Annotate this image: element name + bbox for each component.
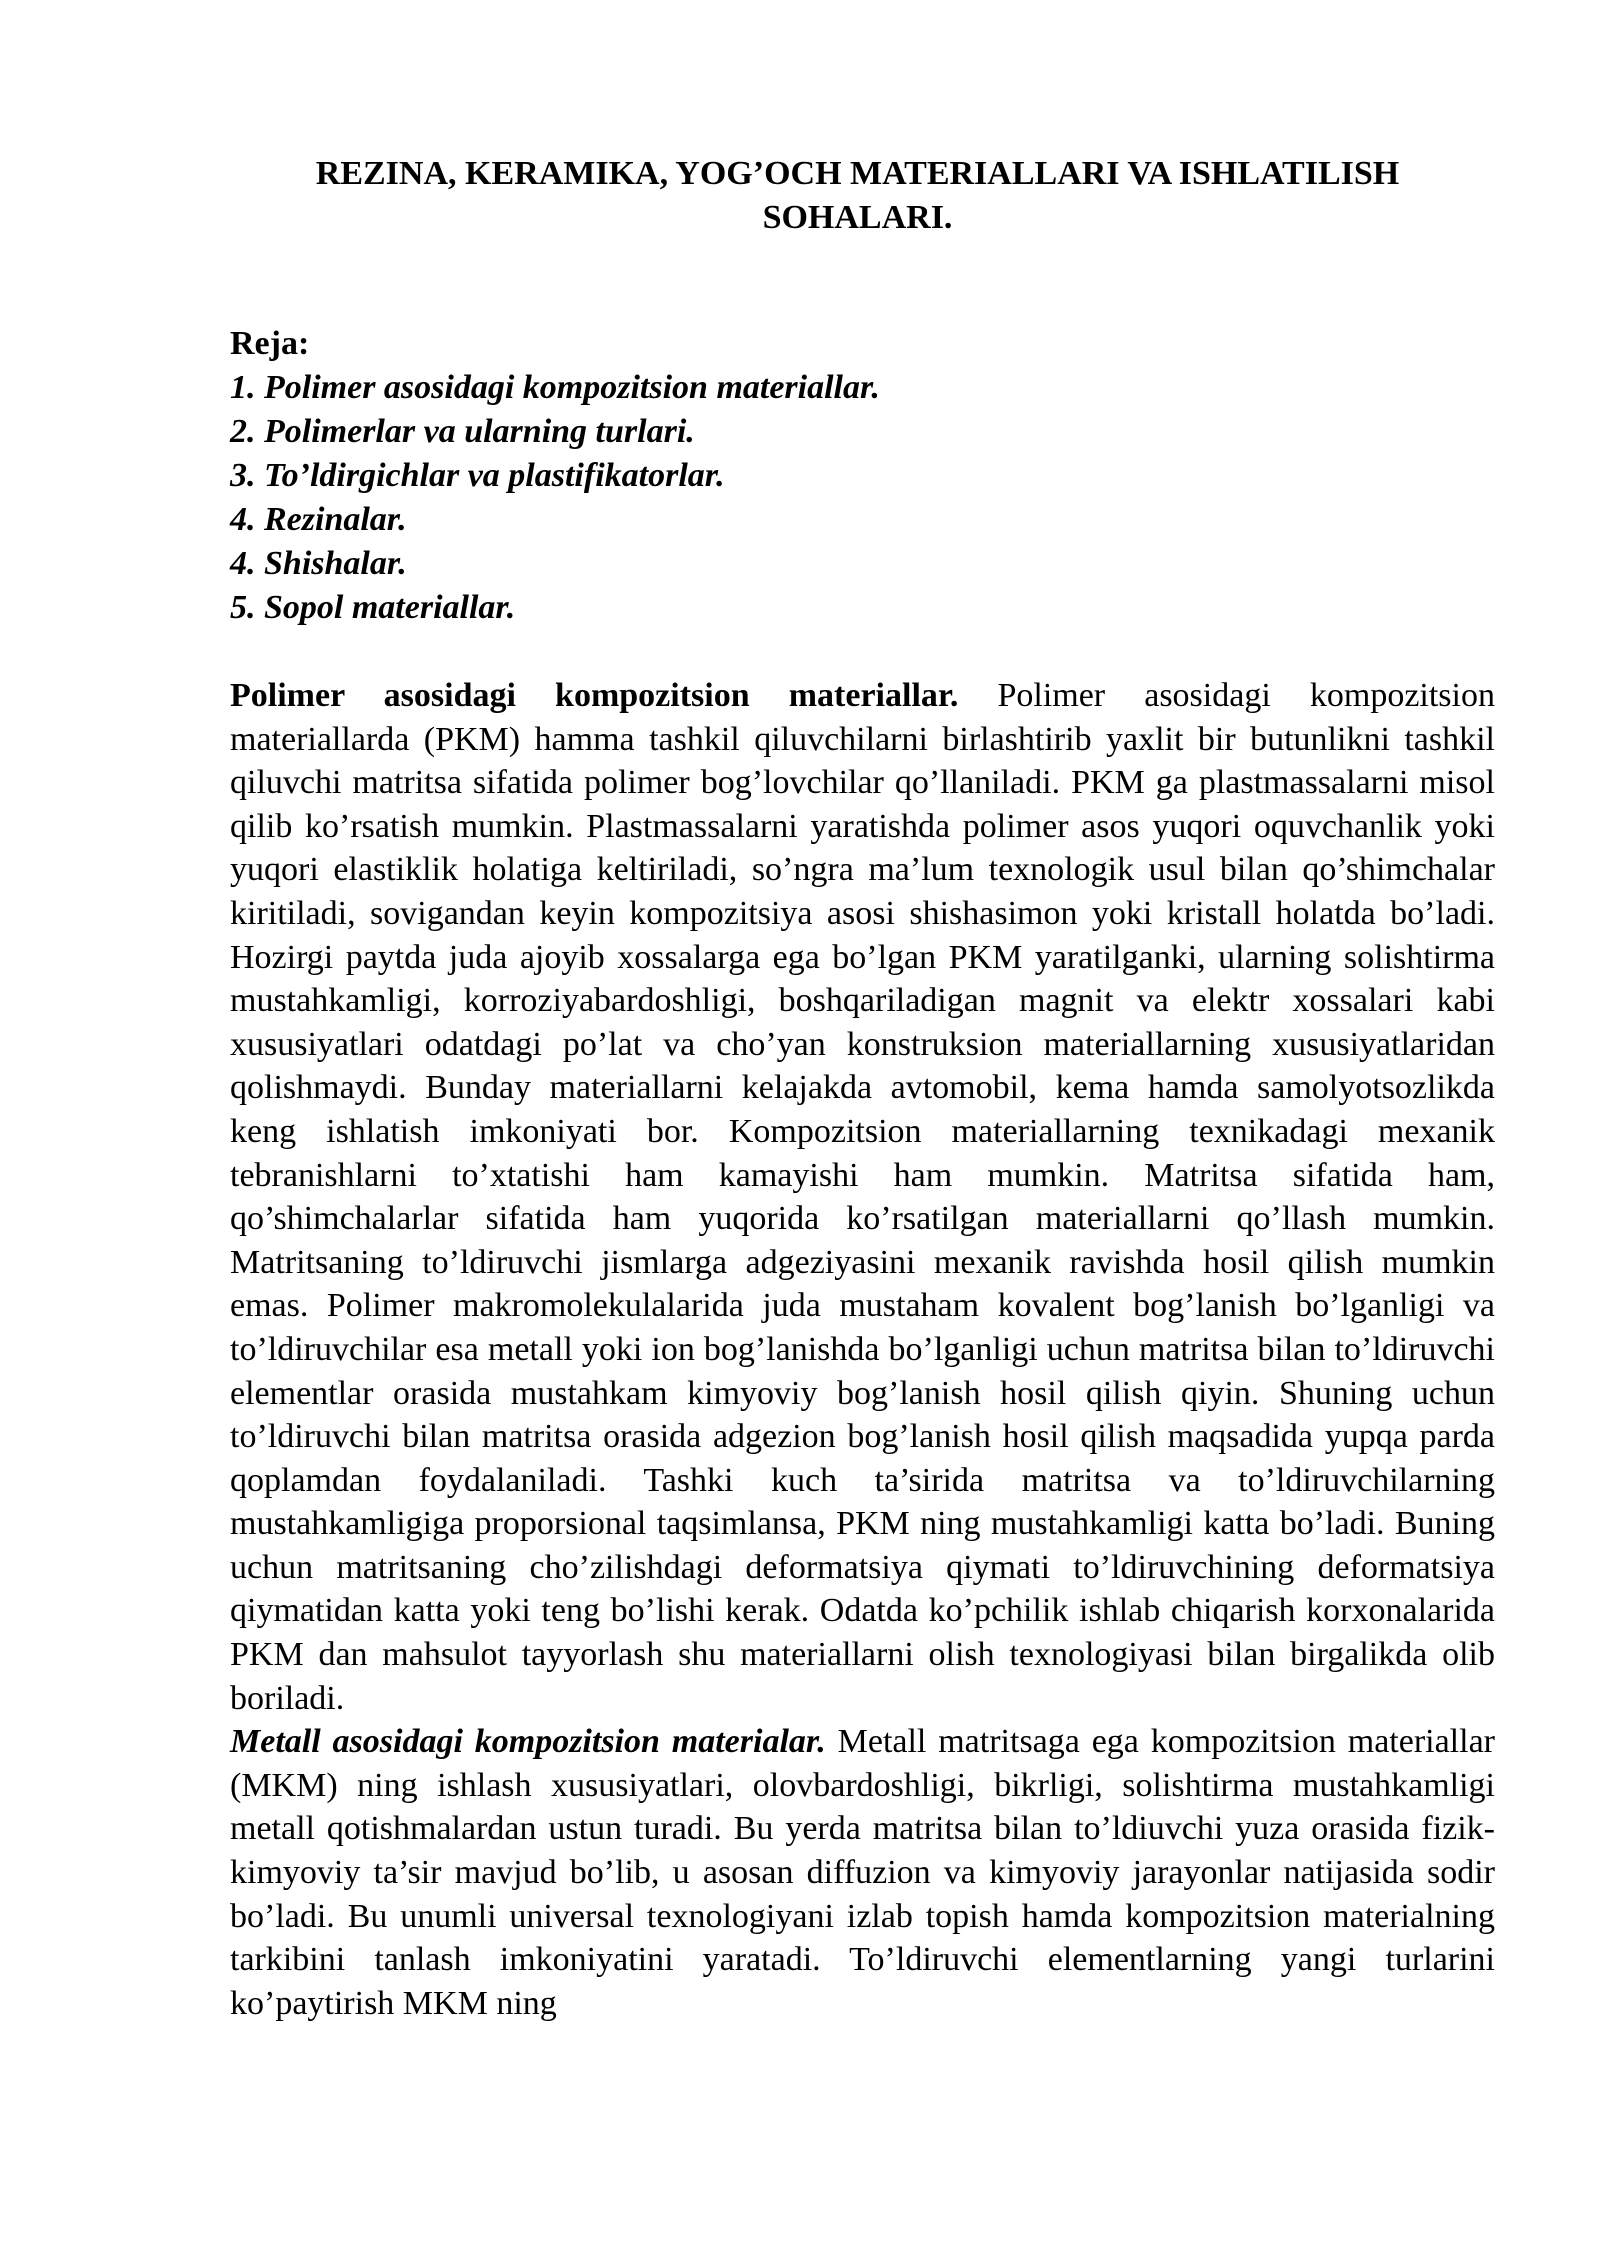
plan-item-6: 5. Sopol materiallar.: [230, 589, 516, 626]
plan-item-2: 2. Polimerlar va ularning turlari.: [230, 413, 695, 450]
paragraph-polymer-composites: [230, 674, 1495, 1720]
plan-item-1: 1. Polimer asosidagi kompozitsion materiallar.: [230, 369, 880, 406]
plan-heading: Reja:: [230, 325, 310, 362]
document-title: [230, 152, 1495, 240]
title-line-1: REZINA, KERAMIKA, YOG’OCH MATERIALLARI VA ISHLATILISH: [315, 155, 1400, 192]
plan-section: [230, 322, 1495, 630]
plan-item-3: 3. To’ldirgichlar va plastifikatorlar.: [230, 457, 725, 494]
paragraph-lead: Metall asosidagi kompozitsion materialar.: [230, 1723, 826, 1761]
paragraph-body: Polimer asosidagi kompozitsion materiallarda (PKM) hamma tashkil qiluvchilarni birlashtirib yaxlit bir butunlikni tashkil qiluvchi matritsa sifatida polimer bog’lovchilar qo’llaniladi. PKM ga plastmassalarni misol qilib ko’rsatish mumkin. Plastmassalarni yaratishda polimer asos yuqori oquvchanlik yoki yuqori elastiklik holatiga keltiriladi, so’ngra ma’lum texnologik usul bilan qo’shimchalar kiritiladi, sovigandan keyin kompozitsiya asosi shishasimon yoki kristall holatda bo’ladi. Hozirgi paytda juda ajoyib xossalarga ega bo’lgan PKM yaratilganki, ularning solishtirma mustahkamligi, korroziyabardoshligi, boshqariladigan magnit va elektr xossalari kabi xususiyatlari odatdagi po’lat va cho’yan konstruksion materiallarning xususiyatlaridan qolishmaydi. Bunday materiallarni kelajakda avtomobil, kema hamda samolyotsozlikda keng ishlatish imkoniyati bor. Kompozitsion materiallarning texnikadagi mexanik tebranishlarni to’xtatishi ham kamayishi ham mumkin. Matritsa sifatida ham, qo’shimchalarlar sifatida ham yuqorida ko’rsatilgan materiallarni qo’llash mumkin. Matritsaning to’ldiruvchi jismlarga adgeziyasini mexanik ravishda hosil qilish mumkin emas. Polimer makromolekulalarida juda mustaham kovalent bog’lanish bo’lganligi va to’ldiruvchilar esa metall yoki ion bog’lanishda bo’lganligi uchun matritsa bilan to’ldiruvchi elementlar orasida mustahkam kimyoviy bog’lanish hosil qilish qiyin. Shuning uchun to’ldiruvchi bilan matritsa orasida adgezion bog’lanish hosil qilish maqsadida yupqa parda qoplamdan foydalaniladi. Tashki kuch ta’sirida matritsa va to’ldiruvchilarning mustahkamligiga proporsional taqsimlansa, PKM ning mustahkamligi katta bo’ladi. Buning uchun matritsaning cho’zilishdagi deformatsiya qiymati to’ldiruvchining deformatsiya qiymatidan katta yoki teng bo’lishi kerak. Odatda ko’pchilik ishlab chiqarish korxonalarida PKM dan mahsulot tayyorlash shu materiallarni olish texnologiyasi bilan birgalikda olib boriladi.: [230, 677, 1495, 1717]
plan-item-4: 4. Rezinalar.: [230, 501, 407, 538]
paragraph-body: Metall matritsaga ega kompozitsion materiallar (MKM) ning ishlash xususiyatlari, olovbardoshligi, bikrligi, solishtirma mustahkamligi metall qotishmalardan ustun turadi. Bu yerda matritsa bilan to’ldiuvchi yuza orasida fizik-kimyoviy ta’sir mavjud bo’lib, u asosan diffuzion va kimyoviy jarayonlar natijasida sodir bo’ladi. Bu unumli universal texnologiyani izlab topish hamda kompozitsion materialning tarkibini tanlash imkoniyatini yaratadi. To’ldiruvchi elementlarning yangi turlarini ko’paytirish MKM ning: [230, 1723, 1495, 2022]
paragraph-metal-composites: [230, 1720, 1495, 2025]
paragraph-lead: Polimer asosidagi kompozitsion materiallar.: [230, 677, 959, 714]
title-line-2: SOHALARI.: [762, 199, 953, 236]
plan-item-5: 4. Shishalar.: [230, 545, 407, 582]
